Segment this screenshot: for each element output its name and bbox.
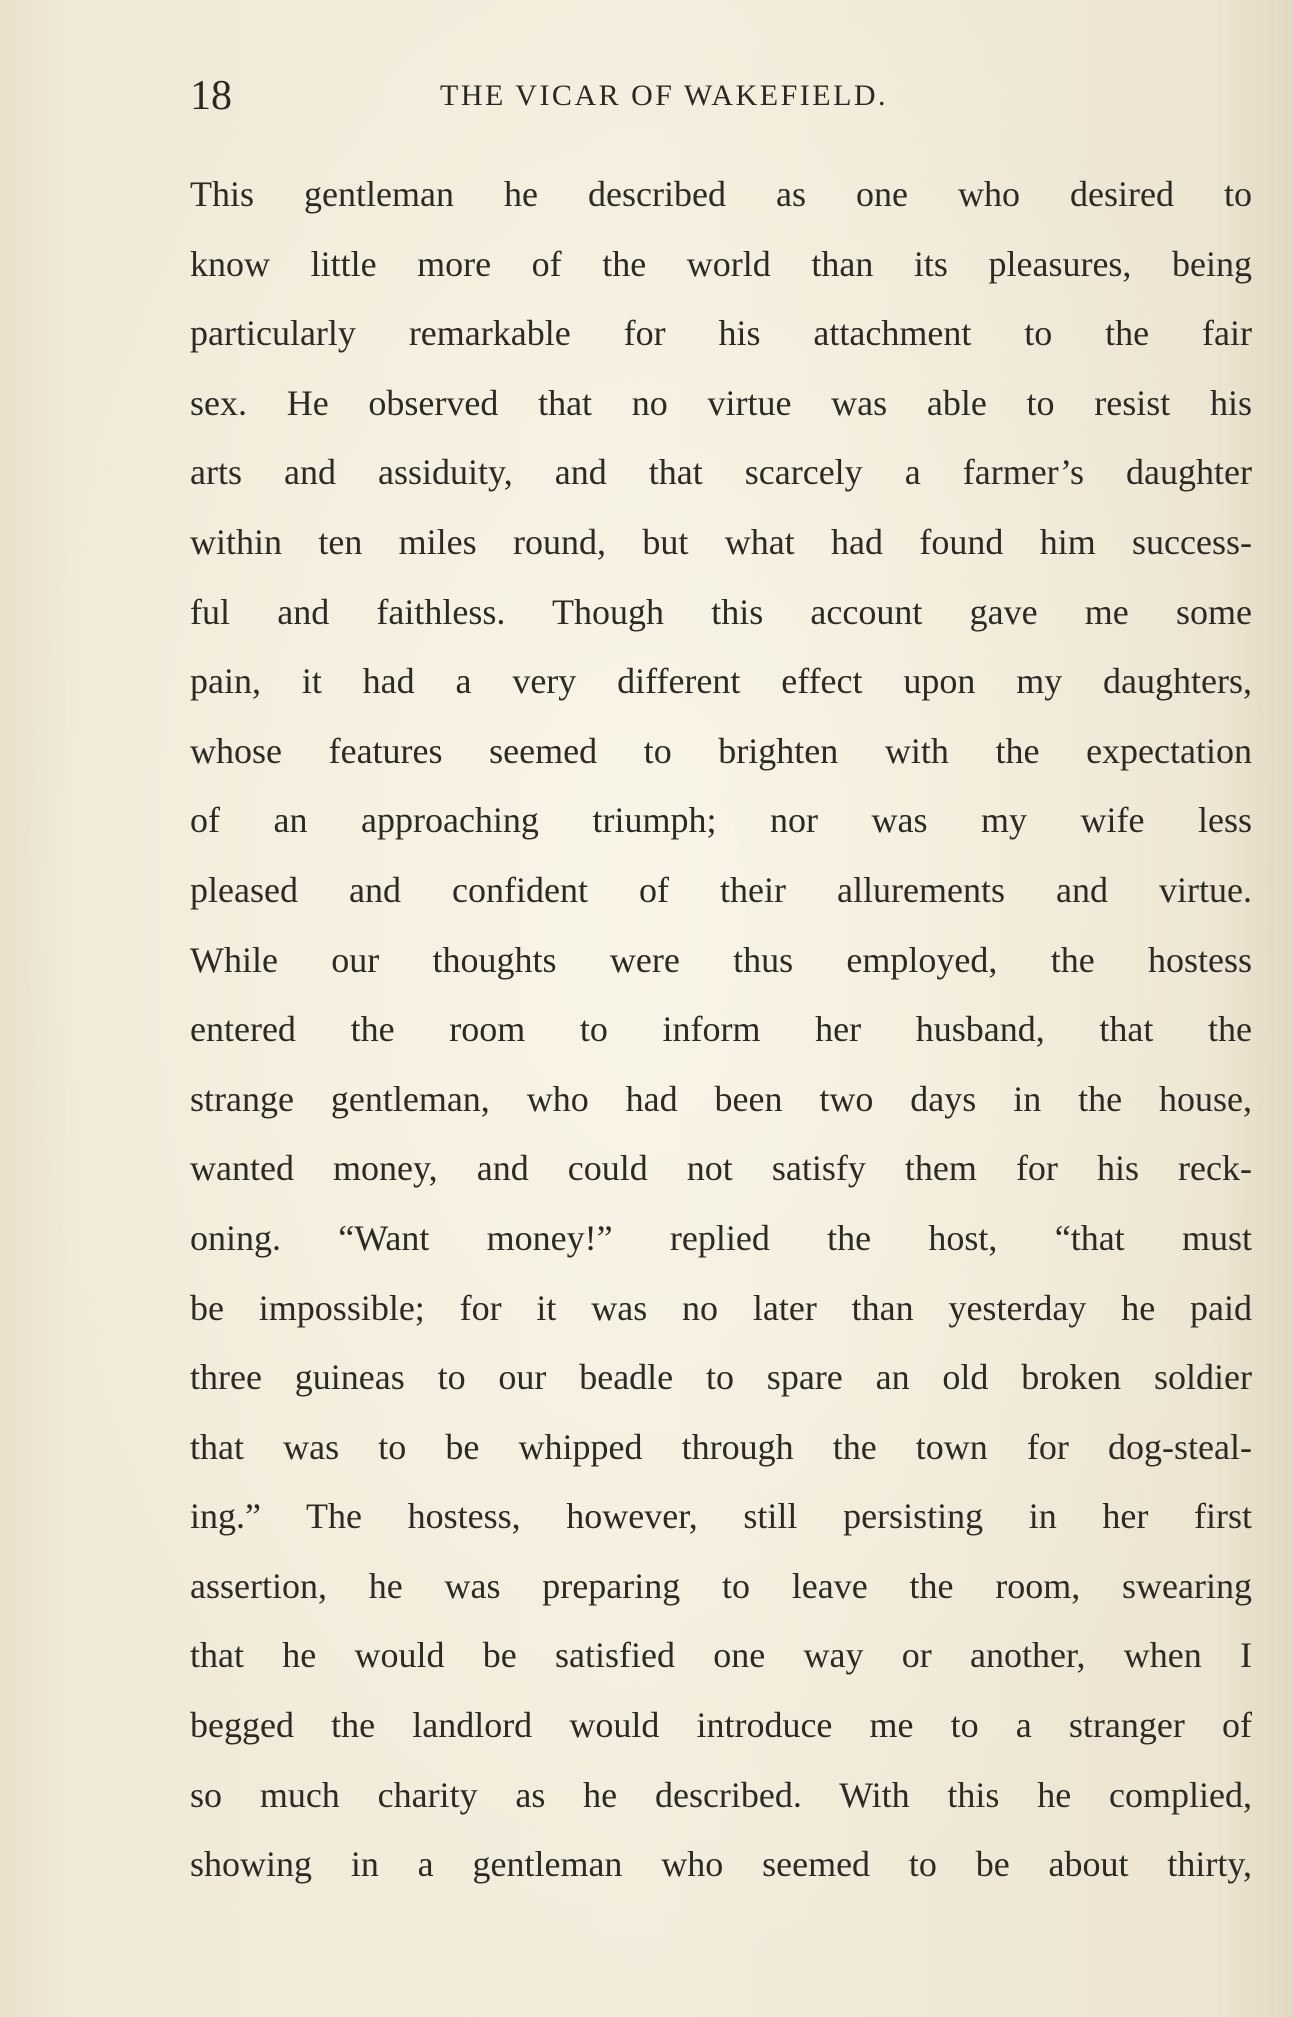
body-text	[190, 160, 1252, 1900]
text-line: be impossible; for it was no later than yesterday he paid	[190, 1287, 1252, 1328]
page-number: 18	[190, 73, 232, 119]
text-line: of an approaching triumph; nor was my wife less	[190, 800, 1252, 841]
text-line: assertion, he was preparing to leave the room, swearing	[190, 1565, 1252, 1606]
text-line: whose features seemed to brighten with the expectation	[190, 730, 1252, 771]
text-line: particularly remarkable for his attachment to the fair	[190, 313, 1252, 354]
text-line: This gentleman he described as one who desired to	[190, 174, 1252, 214]
text-line: know little more of the world than its pleasures, being	[190, 243, 1252, 284]
text-line: sex. He observed that no virtue was able to resist his	[190, 382, 1252, 423]
text-line: While our thoughts were thus employed, the hostess	[190, 939, 1252, 980]
text-line: three guineas to our beadle to spare an old broken soldier	[190, 1357, 1252, 1398]
text-line: strange gentleman, who had been two days in the house,	[190, 1078, 1252, 1119]
text-line: so much charity as he described. With this he complied,	[190, 1774, 1252, 1815]
running-title: THE VICAR OF WAKEFIELD.	[440, 79, 889, 112]
text-line: that was to be whipped through the town for dog-steal-	[190, 1426, 1252, 1467]
text-line: showing in a gentleman who seemed to be about thirty,	[190, 1844, 1252, 1885]
text-line: pain, it had a very different effect upon my daughters,	[190, 661, 1252, 702]
text-line: pleased and confident of their allurements and virtue.	[190, 869, 1252, 910]
text-line: begged the landlord would introduce me to a stranger of	[190, 1705, 1252, 1746]
text-line: entered the room to inform her husband, that the	[190, 1009, 1252, 1050]
text-line: wanted money, and could not satisfy them for his reck-	[190, 1148, 1252, 1189]
text-line: within ten miles round, but what had found him success-	[190, 521, 1252, 562]
text-line: ful and faithless. Though this account gave me some	[190, 591, 1252, 632]
page-header	[190, 66, 1250, 126]
text-line: oning. “Want money!” replied the host, “that must	[190, 1217, 1252, 1258]
text-line: that he would be satisfied one way or another, when I	[190, 1635, 1252, 1676]
text-line: arts and assiduity, and that scarcely a farmer’s daughter	[190, 452, 1252, 493]
text-line: ing.” The hostess, however, still persisting in her first	[190, 1496, 1252, 1537]
